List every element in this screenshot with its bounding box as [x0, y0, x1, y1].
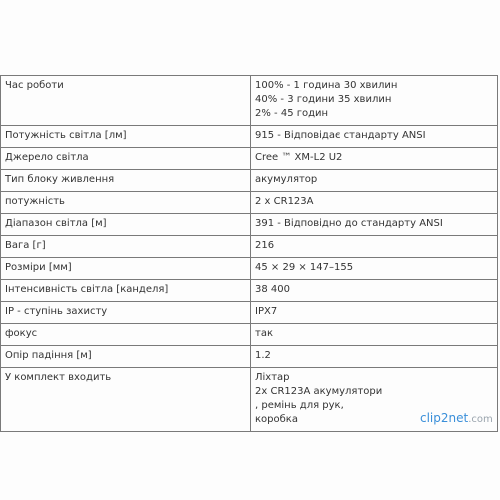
spec-value: [251, 346, 498, 368]
table-row: [1, 258, 498, 280]
spec-label: Опір падіння [м]: [1, 346, 251, 368]
specifications-table: [0, 75, 498, 432]
spec-value: [251, 170, 498, 192]
spec-value-line: 45 × 29 × 147–155: [255, 262, 354, 273]
spec-value: [251, 302, 498, 324]
spec-value-line: 2 x CR123A: [255, 196, 314, 207]
table-row: [1, 170, 498, 192]
spec-label: Потужність світла [лм]: [1, 126, 251, 148]
spec-value-line: 2% - 45 годин: [255, 108, 329, 119]
spec-value-line: IPX7: [255, 306, 278, 317]
spec-value-line: так: [255, 328, 273, 339]
table-row: [1, 324, 498, 346]
table-row: [1, 280, 498, 302]
spec-value: [251, 236, 498, 258]
spec-value-line: 1.2: [255, 350, 271, 361]
spec-value-line: 40% - 3 години 35 хвилин: [255, 94, 392, 105]
spec-label: Діапазон світла [м]: [1, 214, 251, 236]
spec-value-line: 915 - Відповідає стандарту ANSI: [255, 130, 426, 141]
spec-label: Інтенсивність світла [канделя]: [1, 280, 251, 302]
spec-value-line: акумулятор: [255, 174, 318, 185]
spec-value: [251, 76, 498, 126]
spec-label: У комплект входить: [1, 368, 251, 432]
spec-value-line: , ремінь для рук,: [255, 400, 344, 411]
spec-value: [251, 148, 498, 170]
clip2net-watermark: [420, 411, 493, 425]
spec-value-line: коробка: [255, 414, 298, 425]
spec-label: Джерело світла: [1, 148, 251, 170]
spec-value-line: 2x CR123A акумулятори: [255, 386, 383, 397]
spec-label: Час роботи: [1, 76, 251, 126]
table-row: [1, 148, 498, 170]
spec-label: Розміри [мм]: [1, 258, 251, 280]
watermark-suffix: .com: [468, 414, 493, 425]
table-row: [1, 236, 498, 258]
spec-value: [251, 126, 498, 148]
spec-label: потужність: [1, 192, 251, 214]
table-row: [1, 214, 498, 236]
specifications-body: [1, 76, 498, 432]
table-row: [1, 126, 498, 148]
spec-value-line: 216: [255, 240, 275, 251]
table-row: [1, 346, 498, 368]
table-row: [1, 302, 498, 324]
spec-value-line: 391 - Відповідно до стандарту ANSI: [255, 218, 443, 229]
spec-value: [251, 192, 498, 214]
spec-value: [251, 214, 498, 236]
spec-label: фокус: [1, 324, 251, 346]
watermark-brand: clip2net: [420, 411, 469, 425]
spec-value-line: 100% - 1 година 30 хвилин: [255, 80, 398, 91]
spec-value-line: Cree ™ XM-L2 U2: [255, 152, 343, 163]
table-row: [1, 76, 498, 126]
spec-value-line: 38 400: [255, 284, 290, 295]
spec-value-line: Ліхтар: [255, 372, 290, 383]
spec-value: [251, 280, 498, 302]
spec-label: IP - ступінь захисту: [1, 302, 251, 324]
spec-label: Тип блоку живлення: [1, 170, 251, 192]
table-row: [1, 192, 498, 214]
spec-label: Вага [г]: [1, 236, 251, 258]
spec-value: [251, 258, 498, 280]
spec-value: [251, 324, 498, 346]
